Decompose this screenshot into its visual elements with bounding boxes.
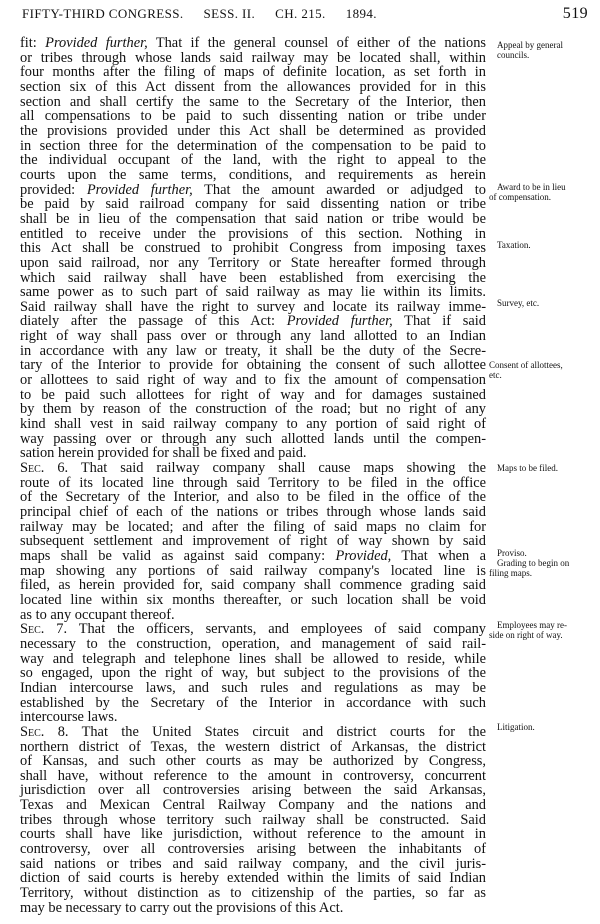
header-session: SESS. II. <box>203 6 256 21</box>
text-line: Texas and Mexican Central Railway Company and the nations and <box>20 797 486 814</box>
section-marker: Sec. <box>20 460 45 477</box>
text-line: four months after the filing of maps of definite location, as set forth in <box>20 64 486 81</box>
header-congress: FIFTY-THIRD CONGRESS. <box>22 6 184 21</box>
text-line: kind shall vest in said railway company to any portion of said right of <box>20 416 486 433</box>
text-line: controversy, over all controversies arising between the inhabitants of <box>20 841 486 858</box>
text-line: of Kansas, and such other courts as may be authorized by Congress, <box>20 753 486 770</box>
side-note-consent: Consent of allottees, etc. <box>489 360 563 380</box>
text-line: intercourse laws. <box>20 709 118 726</box>
section-marker: Sec. <box>20 723 45 740</box>
side-note-maps: Maps to be filed. <box>497 463 558 473</box>
text-line: same power as to such part of said railway as may lie within its limits. <box>20 284 486 301</box>
text-line: established by the Secretary of the Interior in accordance with such <box>20 694 486 711</box>
text-line: courts upon the same terms, conditions, and requirements as herein <box>20 166 486 183</box>
text-line: way and telegraph and telephone lines shall be allowed to reside, while <box>20 650 486 667</box>
text-line: fit: Provided further, That if the general counsel of either of the nations <box>20 35 486 51</box>
side-note-taxation: Taxation. <box>497 240 531 250</box>
text-line: Sec. 6. That said railway company shall cause maps showing the <box>20 460 486 477</box>
text-line: entitled to receive under the provisions of this section. Nothing in <box>20 225 486 242</box>
text-line: courts shall have like jurisdiction, without reference to the amount in <box>20 826 486 843</box>
side-note-proviso: Proviso. Grading to begin on filing maps. <box>489 548 570 578</box>
text-line: principal chief of each of the nations or tribes through whose lands said <box>20 504 486 520</box>
text-line: located line within six months thereafter, or such location shall be void <box>20 591 486 608</box>
text-line: shall be in lieu of the compensation that said nation or tribe would be <box>20 210 486 227</box>
text-line: section six of this Act dissent from the allowances provided for in this <box>20 78 486 95</box>
text-line: jurisdiction over all controversies arising between the said Arkansas, <box>20 782 486 799</box>
text-line: the individual occupant of the land, with the right to appeal to the <box>20 152 486 169</box>
text-line: route of its located line through said Territory to be filed in the office <box>20 474 486 491</box>
text-line: so engaged, upon the right of way, but subject to the provisions of the <box>20 665 486 682</box>
text-line: Indian intercourse laws, and such rules and regulations as may be <box>20 679 486 696</box>
text-line: maps shall be valid as against said company: Provided, That when a <box>20 547 486 564</box>
text-line: filed, as herein provided for, said company shall commence grading said <box>20 577 486 594</box>
text-line: of the Secretary of the Interior, and also to be filed in the office of the <box>20 489 486 506</box>
text-line: this Act shall be construed to prohibit Congress from imposing taxes <box>20 240 486 257</box>
text-line: which said railway shall have been established from exercising the <box>20 269 486 286</box>
section-marker: Sec. <box>20 621 45 638</box>
side-note-litigation: Litigation. <box>497 722 535 732</box>
proviso-italic: Provided further, <box>45 35 148 51</box>
side-note-survey: Survey, etc. <box>497 298 540 308</box>
text-line: or allottees to said right of way and to fix the amount of compensation <box>20 372 486 389</box>
text-line: right of way shall pass over or through any land allotted to an Indian <box>20 328 486 345</box>
text-line: tribes through whose territory such railway shall be constructed. Said <box>20 811 486 828</box>
text-line: in accordance with any law or treaty, it shall be the duty of the Secre- <box>20 342 486 359</box>
proviso-italic: Provided, <box>335 547 392 564</box>
text-line: as to any occupant thereof. <box>20 606 175 623</box>
text-line: by them by reason of the construction of the road; but no right of any <box>20 401 486 418</box>
text-line: northern district of Texas, the western district of Arkansas, the district <box>20 738 486 755</box>
running-header <box>22 6 588 26</box>
proviso-italic: Provided further, <box>86 181 193 198</box>
text-line: necessary to the construction, operation, and management of said rail- <box>20 635 486 652</box>
text-line: Sec. 8. That the United States circuit and district courts for the <box>20 723 486 740</box>
text-line: map showing any portions of said railway company's located line is <box>20 562 486 579</box>
side-note-appeal: Appeal by general councils. <box>497 40 563 60</box>
text-line: may be necessary to carry out the provisions of this Act. <box>20 899 344 916</box>
text-line: subsequent settlement and improvement of right of way shown by said <box>20 533 486 550</box>
statute-text <box>20 36 486 915</box>
text-line: section and shall certify the same to the Secretary of the Interior, then <box>20 93 486 110</box>
side-note-employees: Employees may re- side on right of way. <box>489 620 567 640</box>
text-line: shall have, without reference to the amount in controversy, concurrent <box>20 767 486 784</box>
text-line: sation herein provided for shall be fixed and paid. <box>20 445 307 462</box>
text-line: diately after the passage of this Act: Provided further, That if said <box>20 313 486 330</box>
text-line: tary of the Interior to provide for obtaining the consent of such allottee <box>20 357 486 374</box>
text-line: upon said railroad, nor any Territory or State hereafter formed through <box>20 254 486 271</box>
text-line: diction of said courts is hereby extended within the limits of said Indian <box>20 870 486 887</box>
text-line: all compensations to be paid to such dissenting nation or tribe under <box>20 108 486 125</box>
text-line: Territory, without distinction as to citizenship of the parties, so far as <box>20 885 486 902</box>
text-line: way passing over or through any such allotted lands until the compen- <box>20 430 486 447</box>
header-year: 1894. <box>345 6 377 21</box>
text-line: or tribes through whose lands said railway may be located shall, within <box>20 49 486 66</box>
page-number: 519 <box>562 5 588 22</box>
text-line: provided: Provided further, That the amount awarded or adjudged to <box>20 181 486 198</box>
text-line: Said railway shall have the right to survey and locate its railway imme- <box>20 298 486 315</box>
header-citation <box>22 6 377 22</box>
text-line: said nations or tribes and said railway company, and the civil juris- <box>20 855 486 872</box>
text-line: Sec. 7. That the officers, servants, and employees of said company <box>20 621 486 638</box>
proviso-italic: Provided further, <box>286 313 393 330</box>
text-line: in section three for the determination of the compensation to be paid to <box>20 137 486 154</box>
side-note-award: Award to be in lieu of compensation. <box>489 182 566 202</box>
text-line: to be paid such allottees for right of way and for damages sustained <box>20 386 486 403</box>
text-line: the provisions provided under this Act shall be determined as provided <box>20 122 486 139</box>
text-line: railway may be located; and after the filing of said maps no claim for <box>20 518 486 535</box>
text-line: be paid by said railroad company for said dissenting nation or tribe <box>20 196 486 213</box>
header-chapter: CH. 215. <box>275 6 326 21</box>
